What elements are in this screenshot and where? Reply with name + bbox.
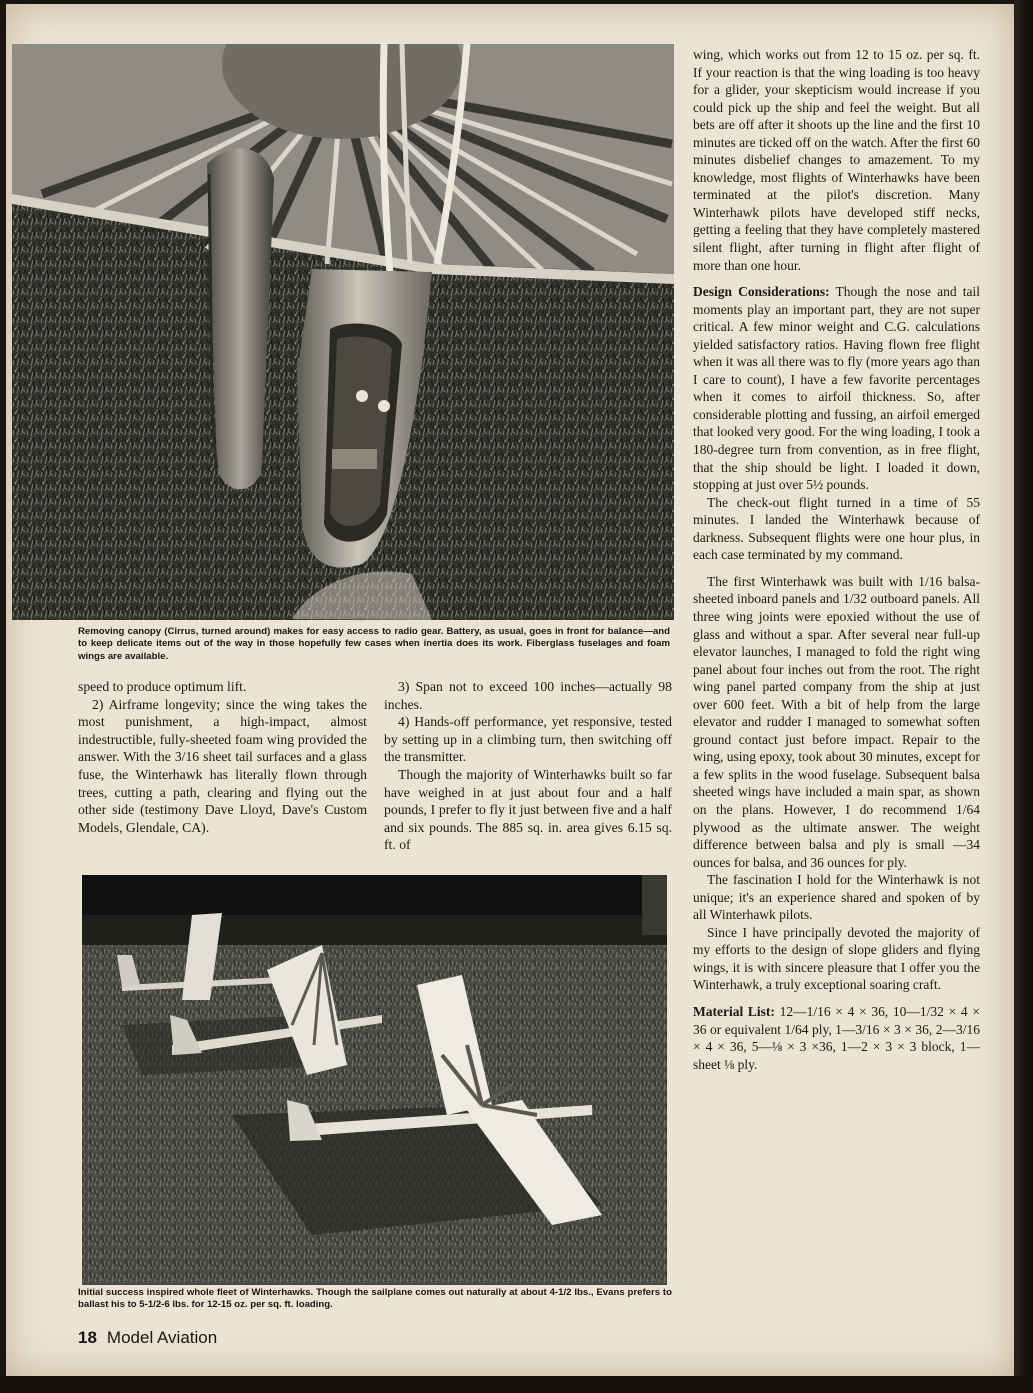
scan-edge-bottom (0, 1376, 1033, 1393)
top-photo-caption: Removing canopy (Cirrus, turned around) makes for easy access to radio gear. Battery, as usual, goes in front for balance—and to keep delicate items out of the way in those hopefully few cases when inertia does its work. Fiberglass fuselages and foam wings are available. (78, 626, 670, 662)
section-heading: Design Considerations: (693, 284, 830, 300)
page-footer (78, 1328, 217, 1348)
paragraph: 2) Airframe longevity; since the wing takes the most punishment, a high-impact, almost indestructible, fully-sheeted foam wing provided the answer. With the 3/16 sheet tail surfaces and a glass fuse, the Winterhawk has literally flown through trees, cutting a path, clearing and flying out the other side (testimony Dave Lloyd, Dave's Custom Models, Glendale, CA). (78, 696, 367, 835)
paragraph-text: Though the nose and tail moments play an important part, they are not super critical. A few minor weight and C.G. calculations yielded satisfactory ratios. Having flown free flight when it was all there was to fly (more years ago than I care to count), I have a few favorite percentages when it comes to airfoil thickness. So, after considerable plotting and fussing, an airfoil emerged that looked very good. For the wing loading, I took a 180-degree turn from convention, as in free flight, that the ship should be light. I loaded it down, stopping at just over 5½ pounds. (693, 284, 980, 493)
paragraph: The first Winterhawk was built with 1/16 balsa-sheeted inboard panels and 1/32 outboard panels. All three wing joints were epoxied without the use of glass and without a spar. After several near full-up elevator launches, I managed to fold the right wing panel about four inches out from the root. The right wing panel parted company from the ship at just over 600 feet. With a bit of help from the large elevator and rudder I managed to somewhat soften ground contact just before impact. Repair to the wing, using epoxy, took about 30 minutes, except for a few splits in the wood fuselage. Subsequent balsa sheeted wings have included a main spar, as shown on the plans. However, I do recommend 1/64 plywood as the ultimate answer. The weight difference between balsa and ply is small —34 ounces for balsa, and 36 ounces for ply. (693, 573, 980, 870)
top-photo (12, 44, 674, 620)
design-considerations-paragraph (693, 283, 980, 494)
right-text-column (693, 46, 980, 1073)
left-text-column (78, 678, 367, 836)
paragraph: Since I have principally devoted the majority of my efforts to the design of slope gliders and flying wings, it is with sincere pleasure that I offer you the Winterhawk, a truly exceptional soaring craft. (693, 924, 980, 993)
bottom-photo-caption: Initial success inspired whole fleet of Winterhawks. Though the sailplane comes out naturally at about 4-1/2 lbs., Evans prefers to ballast his to 5-1/2-6 lbs. for 12-15 oz. per sq. ft. loading. (78, 1287, 672, 1311)
paragraph-text: 12—1/16 × 4 × 36, 10—1/32 × 4 × 36 or equivalent 1/64 ply, 1—3/16 × 3 × 36, 2—3/16 × 4 × 36, 5—⅛ × 3 ×36, 1—2 × 3 × 3 block, 1—sheet ⅛ ply. (693, 1003, 980, 1072)
paragraph: The fascination I hold for the Winterhawk is not unique; it's an experience shared and spoken of by all Winterhawk pilots. (693, 872, 980, 923)
paragraph: 4) Hands-off performance, yet responsive, tested by setting up in a climbing turn, then switching off the transmitter. (384, 714, 672, 765)
paragraph: The check-out flight turned in a time of 55 minutes. I landed the Winterhawk because of darkness. Subsequent flights were one hour plus, in each case terminated by my command. (693, 494, 980, 563)
page-number: 18 (78, 1328, 97, 1347)
paragraph: Though the majority of Winterhawks built so far have weighed in at just about four and a half pounds, I prefer to fly it just between five and a half and six pounds. The 885 sq. in. area gives 6.15 sq. ft. of (384, 766, 672, 853)
scan-edge-right (1014, 0, 1033, 1393)
paragraph: 3) Span not to exceed 100 inches—actually 98 inches. (384, 679, 672, 712)
glider-fleet-photo (82, 875, 667, 1285)
paragraph: wing, which works out from 12 to 15 oz. per sq. ft. If your reaction is that the wing loading is too heavy for a glider, your skepticism would increase if you could pick up the ship and feel the weight. But all bets are off after it shoots up the line and the first 10 minutes are ticked off on the watch. After the first 60 minutes disbelief changes to amazement. To my knowledge, most flights of Winterhawks have been terminated at the pilot's discretion. Many Winterhawk pilots have developed stiff necks, getting a feeling that they have completely mastered silent flight, after turning in flight after flight of more than one hour. (693, 47, 980, 273)
magazine-name: Model Aviation (106, 1328, 218, 1347)
bottom-photo (82, 875, 667, 1285)
material-list-paragraph (693, 1003, 980, 1073)
paragraph: speed to produce optimum lift. (78, 679, 247, 694)
section-heading: Material List: (693, 1003, 775, 1019)
middle-text-column (384, 678, 672, 854)
glider-fuselage-photo (12, 44, 674, 620)
